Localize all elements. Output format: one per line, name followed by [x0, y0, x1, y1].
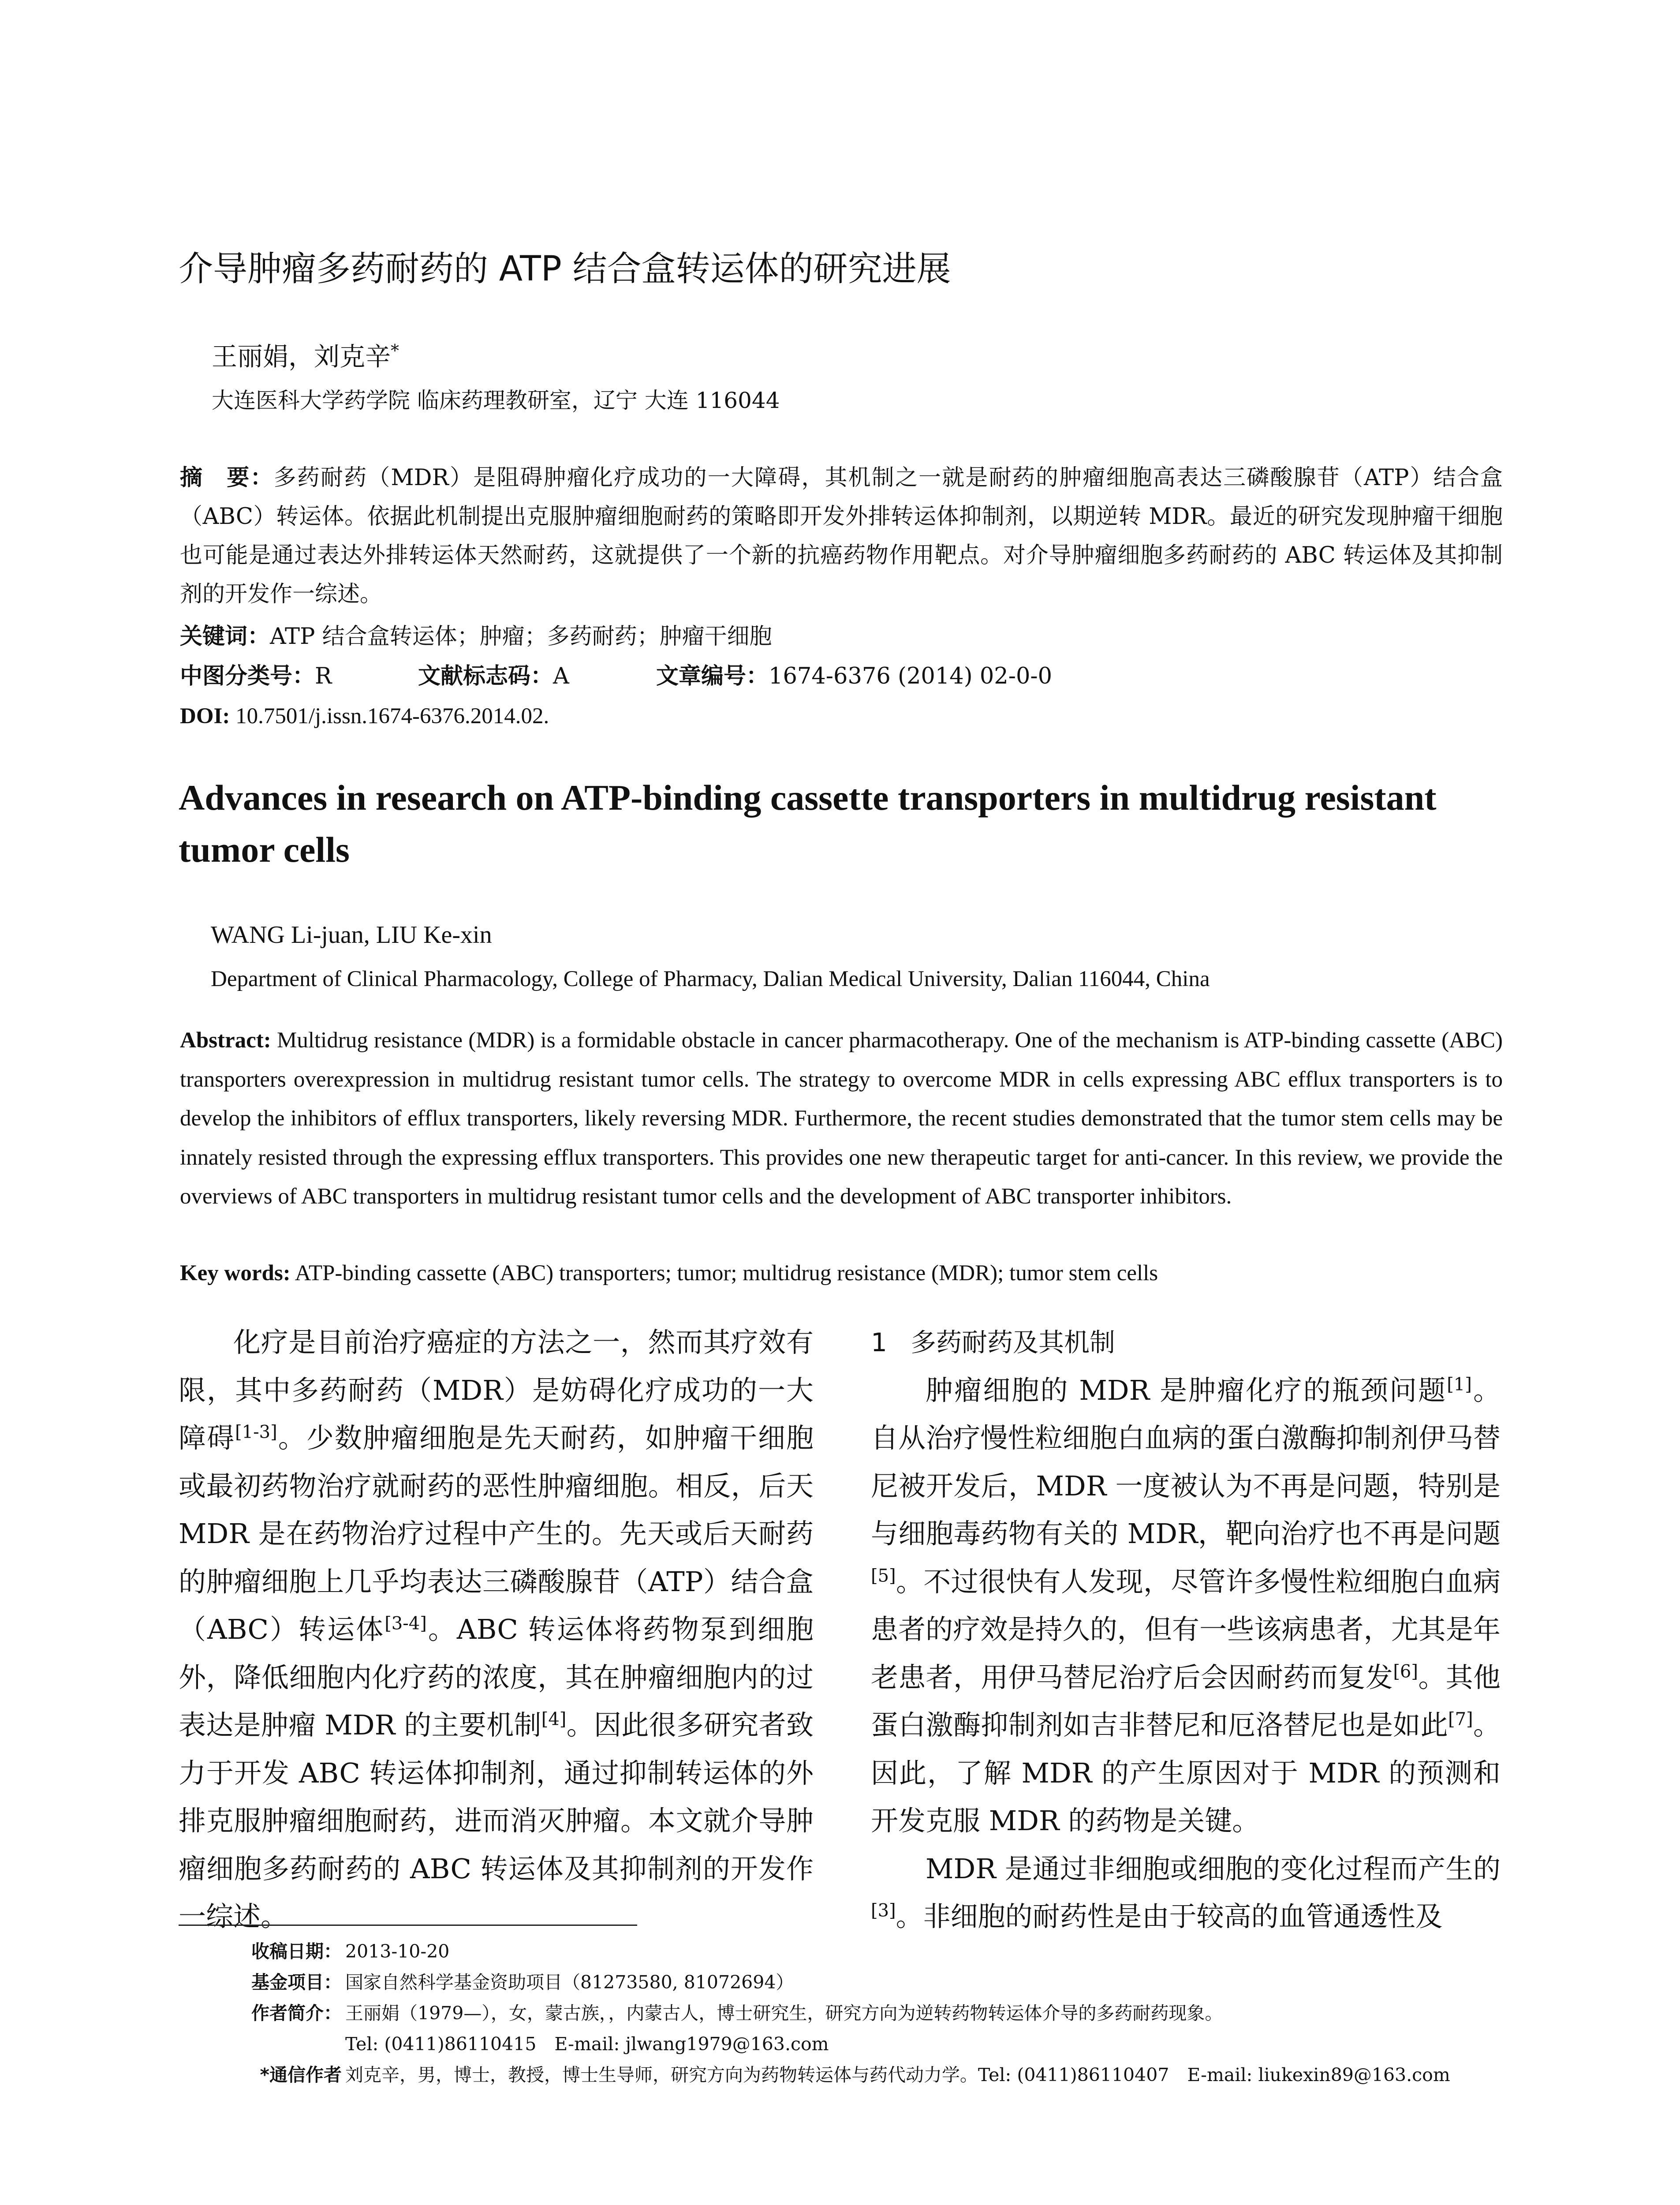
intro-paragraph: [179, 1319, 814, 1941]
citation-ref[interactable]: [3-4]: [385, 1613, 427, 1634]
abstract-cn: [180, 459, 1503, 614]
clc-value: R: [315, 663, 332, 689]
bio-value: 王丽娟（1979—），女，蒙古族，，内蒙古人，博士研究生，研究方向为逆转药物转运体介导的多药耐药现象。: [345, 2003, 1223, 2024]
bio-contact: Tel: (0411)86110415 E-mail: jlwang1979@163.com: [345, 2033, 829, 2055]
body-column-left: [179, 1319, 814, 1941]
abstract-en: [180, 1021, 1503, 1216]
section1-text: MDR 是通过非细胞或细胞的变化过程而产生的: [926, 1852, 1501, 1885]
keywords-en-label: Key words:: [180, 1261, 291, 1286]
footnotes: [179, 1936, 1501, 2090]
section-number: 1: [871, 1327, 887, 1357]
section1-text: 。不过很快有人发现，尽管许多慢性粒细胞白血病患者的疗效是持久的，但有一些该病患者，尤其是年老患者，用伊马替尼治疗后会因耐药而复发: [871, 1565, 1501, 1693]
corresponding-value: 刘克辛，男，博士，教授，博士生导师，研究方向为药物转运体与药代动力学。Tel: (0411)86110407 E-mail: liukexin89@163.com: [345, 2064, 1450, 2085]
authors-cn-names: 王丽娟，刘克辛: [212, 341, 391, 372]
intro-text-1: 化疗是目前治疗癌症的方法之一，然而其疗效有限，其中多药耐药（MDR）是妨碍化疗成功的一大障碍: [179, 1326, 814, 1454]
abstract-cn-label: 摘 要：: [180, 465, 274, 491]
corresponding-mark: *: [391, 341, 399, 360]
affiliation-cn: 大连医科大学药学院 临床药理教研室，辽宁 大连 116044: [212, 388, 780, 413]
section-title: 多药耐药及其机制: [911, 1327, 1116, 1357]
keywords-cn: [180, 617, 1503, 656]
footnote-divider: [179, 1925, 637, 1926]
intro-text-4: 。因此很多研究者致力于开发 ABC 转运体抑制剂，通过抑制转运体的外排克服肿瘤细胞耐药，进而消灭肿瘤。本文就介导肿瘤细胞多药耐药的 ABC 转运体及其抑制剂的开发作一综述。: [179, 1709, 814, 1932]
footnote-received: [179, 1936, 1501, 1967]
doi-value: 10.7501/j.issn.1674-6376.2014.02.: [235, 704, 549, 729]
citation-ref[interactable]: [7]: [1448, 1709, 1473, 1730]
abstract-cn-text: 多药耐药（MDR）是阻碍肿瘤化疗成功的一大障碍，其机制之一就是耐药的肿瘤细胞高表达三磷酸腺苷（ATP）结合盒（ABC）转运体。依据此机制提出克服肿瘤细胞耐药的策略即开发外排转运体抑制剂，以期逆转 MDR。最近的研究发现肿瘤干细胞也可能是通过表达外排转运体天然耐药，这就提供了一个新的抗癌药物作用靶点。对介导肿瘤细胞多药耐药的 ABC 转运体及其抑制剂的开发作一综述。: [180, 465, 1503, 607]
section1-text: 。其他蛋白激酶抑制剂如吉非替尼和厄洛替尼也是如此: [871, 1661, 1501, 1741]
citation-ref[interactable]: [5]: [871, 1565, 896, 1586]
section1-paragraph-2: [871, 1845, 1501, 1941]
citation-ref[interactable]: [1]: [1447, 1374, 1472, 1394]
section1-text: 肿瘤细胞的 MDR 是肿瘤化疗的瓶颈问题: [926, 1374, 1447, 1406]
citation-ref[interactable]: [3]: [871, 1900, 896, 1921]
page-title-cn: 介导肿瘤多药耐药的 ATP 结合盒转运体的研究进展: [179, 249, 951, 289]
intro-text-2: 。少数肿瘤细胞是先天耐药，如肿瘤干细胞或最初药物治疗就耐药的恶性肿瘤细胞。相反，后天 MDR 是在药物治疗过程中产生的。先天或后天耐药的肿瘤细胞上几乎均表达三磷酸腺苷（ATP）结合盒（ABC）转运体: [179, 1422, 814, 1645]
article-no-value: 1674-6376 (2014) 02-0-0: [769, 663, 1053, 689]
footnote-fund: [179, 1967, 1501, 1998]
affiliation-en: Department of Clinical Pharmacology, College of Pharmacy, Dalian Medical University, Dalian 116044, China: [211, 967, 1210, 991]
doi-label: DOI:: [180, 704, 230, 729]
keywords-en: [180, 1254, 1503, 1293]
received-label: 收稿日期：: [251, 1941, 342, 1962]
keywords-cn-text: ATP 结合盒转运体；肿瘤；多药耐药；肿瘤干细胞: [270, 624, 772, 650]
section1-paragraph-1: [871, 1367, 1501, 1845]
clc-label: 中图分类号：: [180, 663, 315, 689]
abstract-en-text: Multidrug resistance (MDR) is a formidable obstacle in cancer pharmacotherapy. One of the mechanism is ATP-binding cassette (ABC) transporters overexpression in multidrug resistant tumor cells. The strategy to overcome MDR in cells expressing ABC efflux transporters is to develop the inhibitors of efflux transporters, likely reversing MDR. Furthermore, the recent studies demonstrated that the tumor stem cells may be innately resisted through the expressing efflux transporters. This provides one new therapeutic target for anti-cancer. In this review, we provide the overviews of ABC transporters in multidrug resistant tumor cells and the development of ABC transporter inhibitors.: [180, 1028, 1503, 1209]
page-title-en: Advances in research on ATP-binding cassette transporters in multidrug resistant tumor cells: [179, 777, 1437, 870]
doi-line: [180, 697, 1503, 736]
footnote-bio: [179, 1998, 1501, 2029]
fund-label: 基金项目：: [251, 1972, 342, 1993]
bio-label: 作者简介：: [251, 2003, 342, 2024]
citation-ref[interactable]: [6]: [1393, 1661, 1418, 1682]
fund-value: 国家自然科学基金资助项目（81273580, 81072694）: [345, 1972, 794, 1993]
classification-line: [180, 657, 1503, 696]
doc-code-value: A: [553, 663, 569, 689]
footnote-corresponding: [179, 2059, 1501, 2090]
body-column-right: [871, 1319, 1501, 1941]
intro-text-3: 。ABC 转运体将药物泵到细胞外，降低细胞内化疗药的浓度，其在肿瘤细胞内的过表达是肿瘤 MDR 的主要机制: [179, 1613, 814, 1741]
keywords-en-text: ATP-binding cassette (ABC) transporters; tumor; multidrug resistance (MDR); tumor stem cells: [295, 1261, 1158, 1286]
section1-text: 。自从治疗慢性粒细胞白血病的蛋白激酶抑制剂伊马替尼被开发后，MDR 一度被认为不再是问题，特别是与细胞毒药物有关的 MDR，靶向治疗也不再是问题: [871, 1374, 1501, 1550]
article-no-label: 文章编号：: [656, 663, 769, 689]
authors-cn: [212, 333, 399, 374]
doc-code-label: 文献标志码：: [418, 663, 553, 689]
citation-ref[interactable]: [4]: [541, 1709, 567, 1730]
received-value: 2013-10-20: [345, 1941, 450, 1962]
footnote-bio-contact: [179, 2029, 1501, 2059]
section1-text: 。非细胞的耐药性是由于较高的血管通透性及: [896, 1900, 1443, 1932]
keywords-cn-label: 关键词：: [180, 624, 270, 650]
corresponding-label: *通信作者: [260, 2064, 342, 2085]
authors-en: WANG Li-juan, LIU Ke-xin: [211, 921, 492, 949]
citation-ref[interactable]: [1-3]: [235, 1422, 277, 1443]
section1-text: 。因此，了解 MDR 的产生原因对于 MDR 的预测和开发克服 MDR 的药物是关键。: [871, 1709, 1501, 1837]
section-heading: [871, 1319, 1501, 1367]
abstract-en-label: Abstract:: [180, 1028, 271, 1053]
